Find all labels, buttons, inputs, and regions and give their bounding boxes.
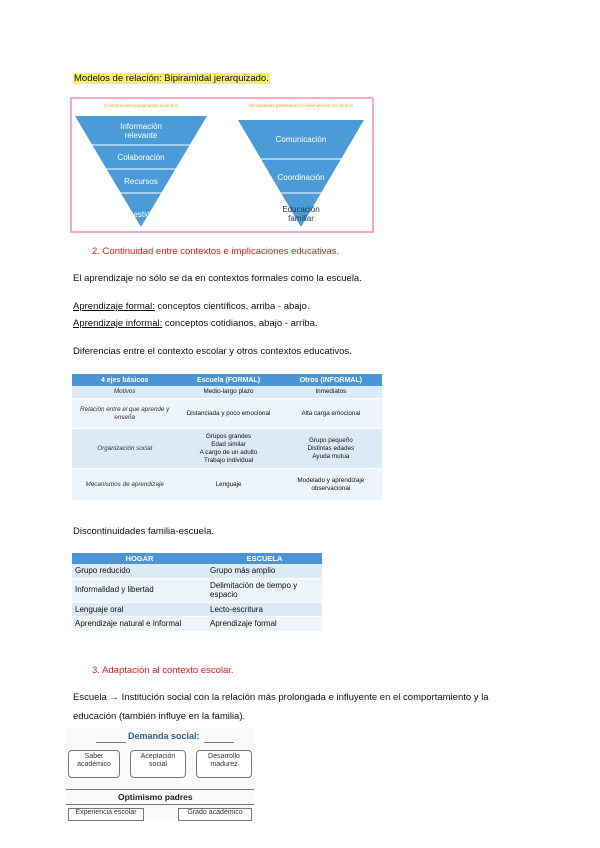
family-school-table: [72, 553, 322, 632]
table-header: Escuela (FORMAL): [177, 374, 279, 386]
table-cell: Lenguaje: [177, 469, 279, 501]
table-row: [72, 578, 322, 602]
table-header-row: [72, 553, 322, 564]
table-cell: Inmediatos: [280, 386, 382, 399]
diagram-subtitle: Optimismo padres: [118, 792, 193, 802]
bipyramid-figure: [70, 97, 374, 233]
differences-heading: Diferencias entre el contexto escolar y otros contextos educativos.: [73, 346, 352, 357]
paragraph-school-line1: Escuela → Institución social con la relación más prolongada e influyente en el comportamiento y la: [73, 692, 489, 703]
table-row: [72, 386, 382, 399]
section-heading-adaptation: 3. Adaptación al contexto escolar.: [92, 665, 234, 676]
table-cell: Relación entre el que aprende y enseña: [72, 399, 177, 429]
diagram-box-maturity: Desarrollo madurez: [196, 750, 252, 778]
table-cell: Grupo pequeño Distintas edades Ayuda mutua: [280, 429, 382, 469]
table-cell: Medio-largo plazo: [177, 386, 279, 399]
table-cell: Alta carga emocional: [280, 399, 382, 429]
diagram-box-academic: Saber académico: [68, 750, 120, 778]
diagram-box-social: Aceptación social: [130, 750, 186, 778]
table-cell: Aprendizaje natural e informal: [72, 617, 207, 632]
section-heading-continuity: 2. Continuidad entre contextos e implicaciones educativas.: [92, 246, 340, 257]
table-row: [72, 617, 322, 632]
formal-text: conceptos científicos, arriba - abajo.: [154, 301, 310, 312]
paragraph-school-line2: educación (también influye en la familia).: [73, 711, 246, 722]
table-header: Otros (INFORMAL): [280, 374, 382, 386]
paragraph-learning: El aprendizaje no sólo se da en contextos formales como la escuela.: [73, 273, 362, 284]
table-row: [72, 564, 322, 578]
left-level-3: Recursos: [124, 177, 158, 186]
diagram-box-academic-grade: Grado académico: [178, 808, 252, 821]
table-cell: Aprendizaje formal: [207, 617, 322, 632]
table-row: [72, 602, 322, 617]
left-pyramid-caption: Contribuciones pongeablas a centros: [103, 103, 179, 108]
discontinuities-heading: Discontinuidades familia-escuela.: [73, 526, 214, 537]
table-cell: Grupo más amplio: [207, 564, 322, 578]
table-cell: Lenguaje oral: [72, 602, 207, 617]
table-cell: Mecanismos de aprendizaje: [72, 469, 177, 501]
left-level-2: Colaboración: [117, 153, 165, 162]
contexts-table: [72, 374, 382, 501]
table-row: [72, 399, 382, 429]
table-row: [72, 429, 382, 469]
table-row: [72, 469, 382, 501]
informal-learning-line: [73, 318, 318, 330]
right-level-1: Comunicación: [275, 135, 327, 144]
table-cell: Informalidad y libertad: [72, 578, 207, 602]
formal-term: Aprendizaje formal:: [73, 301, 155, 312]
left-level-1: Información relevante: [120, 122, 162, 140]
right-pyramid-caption: Necesidades parentales a contemplar en los centros: [248, 103, 354, 108]
social-demand-diagram: [66, 728, 254, 820]
section-heading-models: Modelos de relación: Bipiramidal jerarquizado.: [74, 73, 269, 84]
table-cell: Modelado y aprendizaje observacional: [280, 469, 382, 501]
table-cell: Distanciada y poco emocional: [177, 399, 279, 429]
table-cell: Organización social: [72, 429, 177, 469]
diagram-title: Demanda social:: [128, 731, 200, 741]
table-cell: Motivos: [72, 386, 177, 399]
table-header: 4 ejes básicos: [72, 374, 177, 386]
diagram-box-school-experience: Experiencia escolar: [68, 808, 144, 821]
right-level-2: Coordinación: [277, 173, 325, 182]
table-header-row: [72, 374, 382, 386]
informal-term: Aprendizaje informal:: [73, 318, 163, 329]
table-cell: Delimitación de tiempo y espacio: [207, 578, 322, 602]
table-cell: Grupo reducido: [72, 564, 207, 578]
table-header: ESCUELA: [207, 553, 322, 564]
table-cell: Lecto-escritura: [207, 602, 322, 617]
table-header: HOGAR: [72, 553, 207, 564]
right-level-3: Educación familiar: [282, 205, 320, 223]
formal-learning-line: [73, 301, 310, 313]
informal-text: conceptos cotidianos, abajo - arriba.: [162, 318, 318, 329]
table-cell: Grupos grandes Edad similar A cargo de un adulto Trabajo individual: [177, 429, 279, 469]
left-level-4: Gestión: [127, 210, 155, 219]
